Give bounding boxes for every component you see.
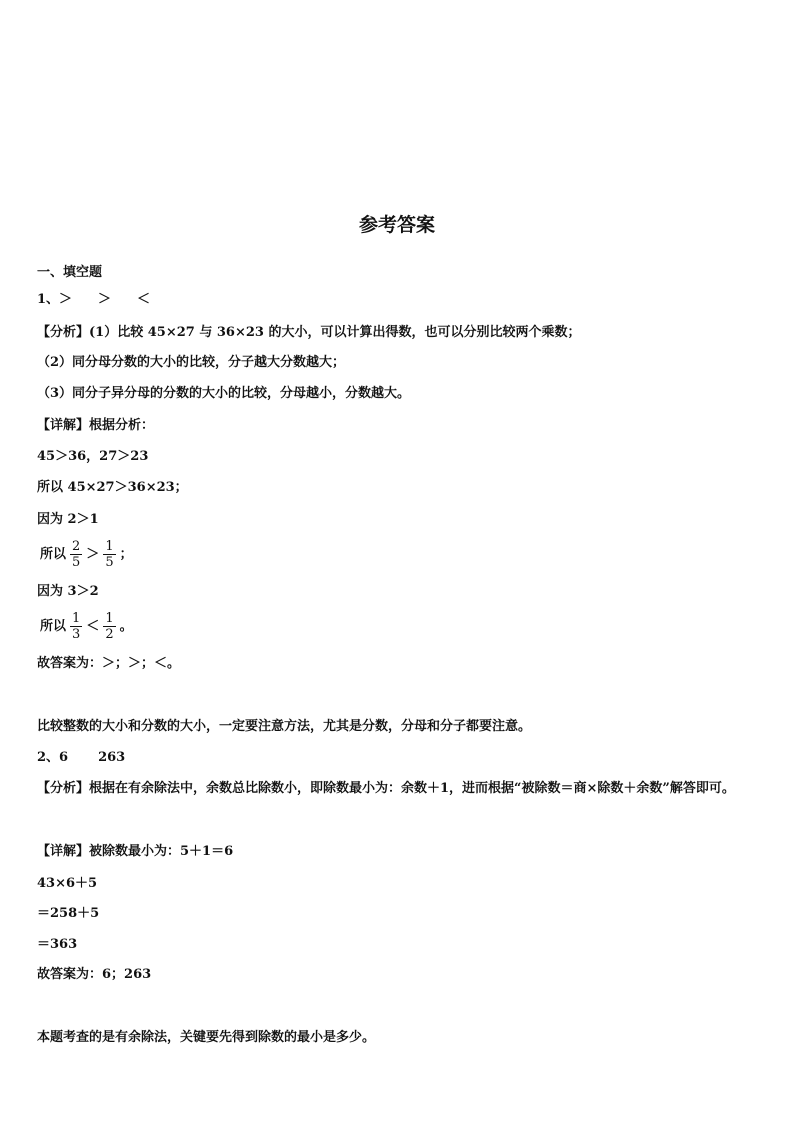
fraction-numerator: 1 [72, 611, 81, 626]
q1-step-6-suffix: 。 [119, 618, 133, 634]
fraction-denominator: 5 [72, 555, 81, 570]
q1-step-3: 因为 2＞1 [37, 512, 99, 527]
fraction-numerator: 1 [105, 611, 114, 626]
q2-detail-heading: 【详解】被除数最小为：5＋1＝6 [37, 844, 234, 859]
q1-conclusion: 故答案为：＞；＞；＜。 [37, 656, 181, 671]
fraction-numerator: 1 [105, 539, 114, 554]
q1-comment: 比较整数的大小和分数的大小，一定要注意方法，尤其是分数，分母和分子都要注意。 [37, 719, 532, 734]
q1-step-6-prefix: 所以 [40, 618, 67, 634]
section-heading: 一、填空题 [37, 265, 103, 280]
page-title: 参考答案 [358, 214, 435, 236]
fraction-denominator: 3 [72, 627, 81, 642]
q2-answer [37, 750, 125, 766]
q2-step-3: ＝363 [37, 937, 78, 952]
q1-answer: 1、＞ ＞ ＜ [37, 292, 151, 307]
fraction-one-third [70, 611, 82, 642]
fraction-denominator: 2 [105, 627, 114, 642]
fraction-one-fifth [103, 539, 115, 570]
q1-step-6 [37, 611, 136, 642]
q1-detail-heading: 【详解】根据分析： [37, 418, 155, 433]
fraction-numerator: 2 [72, 539, 81, 554]
q2-step-1: 43×6＋5 [37, 876, 98, 891]
q1-step-2: 所以 45×27＞36×23； [37, 480, 188, 495]
q1-step-4 [37, 539, 136, 570]
q2-step-2: ＝258＋5 [37, 906, 100, 921]
fraction-one-half [103, 611, 115, 642]
q2-conclusion: 故答案为：6；263 [37, 967, 152, 982]
q2-analysis: 【分析】根据在有余除法中，余数总比除数小，即除数最小为：余数＋1，进而根据“被除数＝商×除数＋余数”解答即可。 [37, 781, 735, 796]
q1-step-4-suffix: ； [119, 546, 133, 562]
q2-answer-number: 2、6 [37, 750, 69, 765]
fraction-denominator: 5 [105, 555, 114, 570]
q1-analysis-3: （3）同分子异分母的分数的大小的比较，分母越小，分数越大。 [37, 386, 411, 401]
q1-step-5: 因为 3＞2 [37, 584, 99, 599]
q1-step-4-prefix: 所以 [40, 546, 67, 562]
q2-answer-value: 263 [98, 750, 126, 765]
q1-analysis-1: 【分析】(1）比较 45×27 与 36×23 的大小，可以计算出得数，也可以分别比较两个乘数； [37, 325, 581, 340]
q2-comment: 本题考查的是有余除法，关键要先得到除数的最小是多少。 [37, 1030, 376, 1045]
fraction-two-fifths [70, 539, 82, 570]
comparison-operator: ＜ [86, 618, 100, 634]
q1-step-1: 45＞36，27＞23 [37, 449, 149, 464]
comparison-operator: ＞ [86, 546, 100, 562]
q1-analysis-2: （2）同分母分数的大小的比较，分子越大分数越大； [37, 355, 346, 370]
